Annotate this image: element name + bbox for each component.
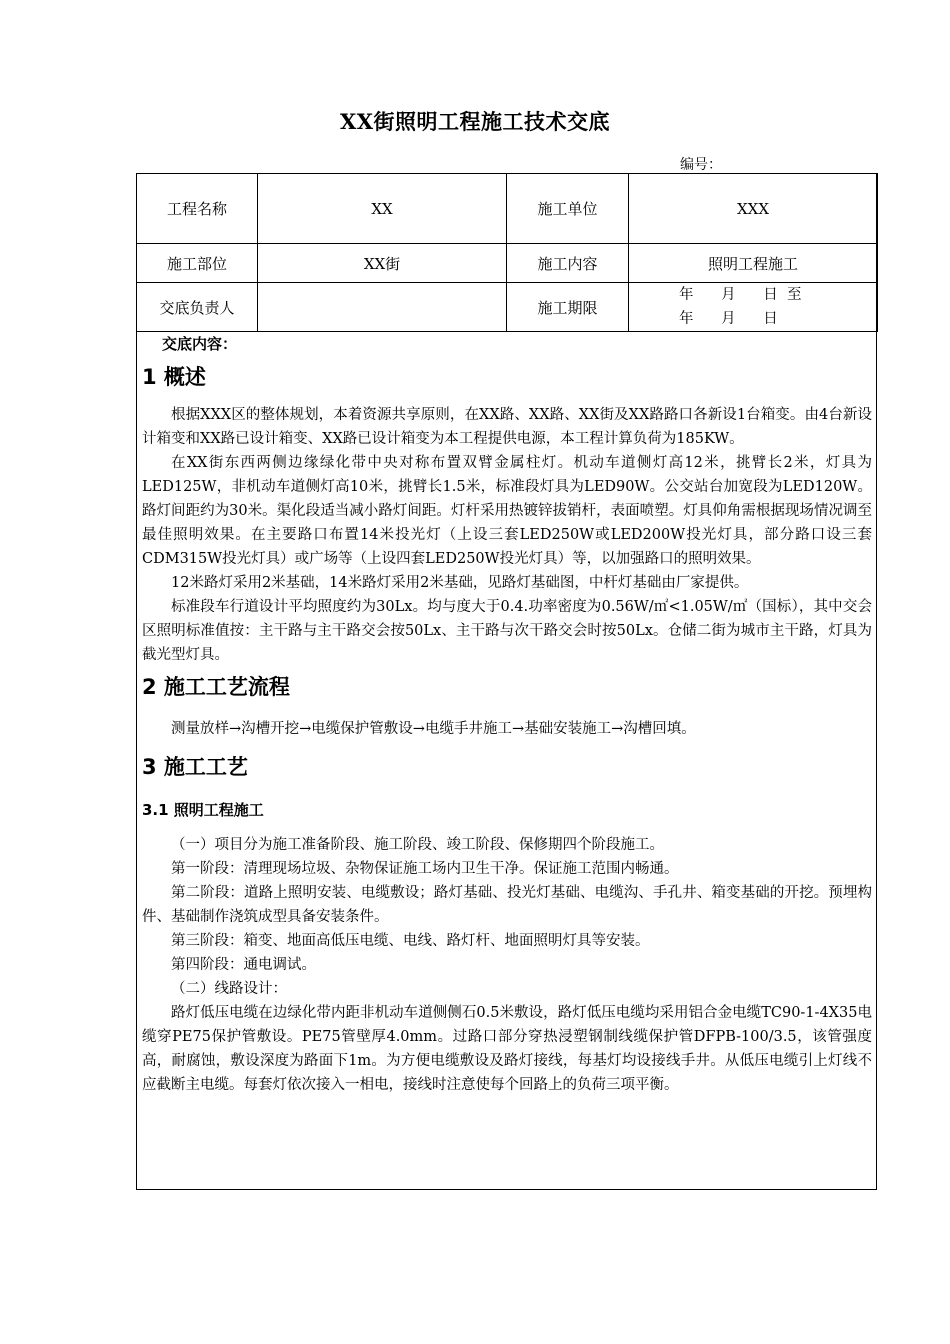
responsible-person-label: 交底负责人 (137, 283, 258, 332)
info-row-project (137, 174, 878, 244)
section-2-heading: 2 施工工艺流程 (142, 675, 290, 699)
info-row-person (137, 283, 878, 332)
info-table (136, 173, 878, 332)
construction-period-value (629, 283, 878, 332)
period-end: 年 月 日 (679, 311, 778, 327)
section-3-1-paragraph: 第四阶段：通电调试。 (171, 957, 316, 973)
construction-part-value: XX街 (258, 244, 507, 283)
section-1-heading: 1 概述 (142, 365, 206, 389)
project-name-value: XX (258, 174, 507, 244)
section-2-paragraph: 测量放样→沟槽开挖→电缆保护管敷设→电缆手井施工→基础安装施工→沟槽回填。 (171, 721, 696, 737)
construction-content-label: 施工内容 (507, 244, 629, 283)
info-row-part (137, 244, 878, 283)
construction-unit-value: XXX (629, 174, 878, 244)
section-3-heading: 3 施工工艺 (142, 755, 248, 779)
responsible-person-value (258, 283, 507, 332)
section-1-paragraph: 在XX街东西两侧边缘绿化带中央对称布置双臂金属柱灯。机动车道侧灯高12米，挑臂长2米，灯具为LED125W，非机动车道侧灯高10米，挑臂长1.5米，标准段灯具为LED90W。公交站台加宽段为LED120W。路灯间距约为30米。渠化段适当减小路灯间距。灯杆采用热镀锌拔销杆，表面喷塑。灯具仰角需根据现场情况调至最佳照明效果。在主要路口布置14米投光灯（上设三套LED250W或LED200W投光灯具，部分路口设三套CDM315W投光灯具）或广场等（上设四套LED250W投光灯具）等，以加强路口的照明效果。 (142, 455, 872, 567)
construction-part-label: 施工部位 (137, 244, 258, 283)
section-1-paragraph: 根据XXX区的整体规划，本着资源共享原则，在XX路、XX路、XX街及XX路路口各新设1台箱变。由4台新设计箱变和XX路已设计箱变、XX路已设计箱变为本工程提供电源，本工程计算负荷为185KW。 (142, 407, 872, 447)
section-1-paragraph: 标准段车行道设计平均照度约为30Lx。均与度大于0.4.功率密度为0.56W/㎡<1.05W/㎡（国标），其中交会区照明标准值按：主干路与主干路交会按50Lx、主干路与次干路交会时按50Lx。仓储二街为城市主干路，灯具为截光型灯具。 (142, 599, 872, 663)
section-3-1-paragraph: （一）项目分为施工准备阶段、施工阶段、竣工阶段、保修期四个阶段施工。 (171, 837, 664, 853)
section-3-1-heading: 3.1 照明工程施工 (142, 801, 264, 819)
construction-content-value: 照明工程施工 (629, 244, 878, 283)
period-start: 年 月 日 至 (679, 287, 802, 303)
section-3-1-paragraph: （二）线路设计： (171, 981, 287, 997)
page-title: XX街照明工程施工技术交底 (339, 109, 611, 134)
construction-unit-label: 施工单位 (507, 174, 629, 244)
section-1-paragraph: 12米路灯采用2米基础，14米路灯采用2米基础，见路灯基础图，中杆灯基础由厂家提供。 (171, 575, 749, 591)
serial-number-label: 编号： (680, 157, 722, 173)
briefing-content-label: 交底内容： (162, 335, 238, 353)
section-3-1-paragraph: 第三阶段：箱变、地面高低压电缆、电线、路灯杆、地面照明灯具等安装。 (171, 933, 650, 949)
construction-period-label: 施工期限 (507, 283, 629, 332)
section-3-1-paragraph: 路灯低压电缆在边绿化带内距非机动车道侧侧石0.5米敷设，路灯低压电缆均采用铝合金电缆TC90-1-4X35电缆穿PE75保护管敷设。PE75管壁厚4.0mm。过路口部分穿热浸塑钢制线缆保护管DFPB-100/3.5，该管强度高，耐腐蚀，敷设深度为路面下1m。为方便电缆敷设及路灯接线，每基灯均设接线手井。从低压电缆引上灯线不应截断主电缆。每套灯依次接入一相电，接线时注意使每个回路上的负荷三项平衡。 (142, 1005, 872, 1093)
section-3-1-paragraph: 第一阶段：清理现场垃圾、杂物保证施工场内卫生干净。保证施工范围内畅通。 (171, 861, 679, 877)
section-3-1-paragraph: 第二阶段：道路上照明安装、电缆敷设；路灯基础、投光灯基础、电缆沟、手孔井、箱变基础的开挖。预埋构件、基础制作浇筑成型具备安装条件。 (142, 885, 872, 925)
briefing-content (142, 331, 872, 1097)
project-name-label: 工程名称 (137, 174, 258, 244)
